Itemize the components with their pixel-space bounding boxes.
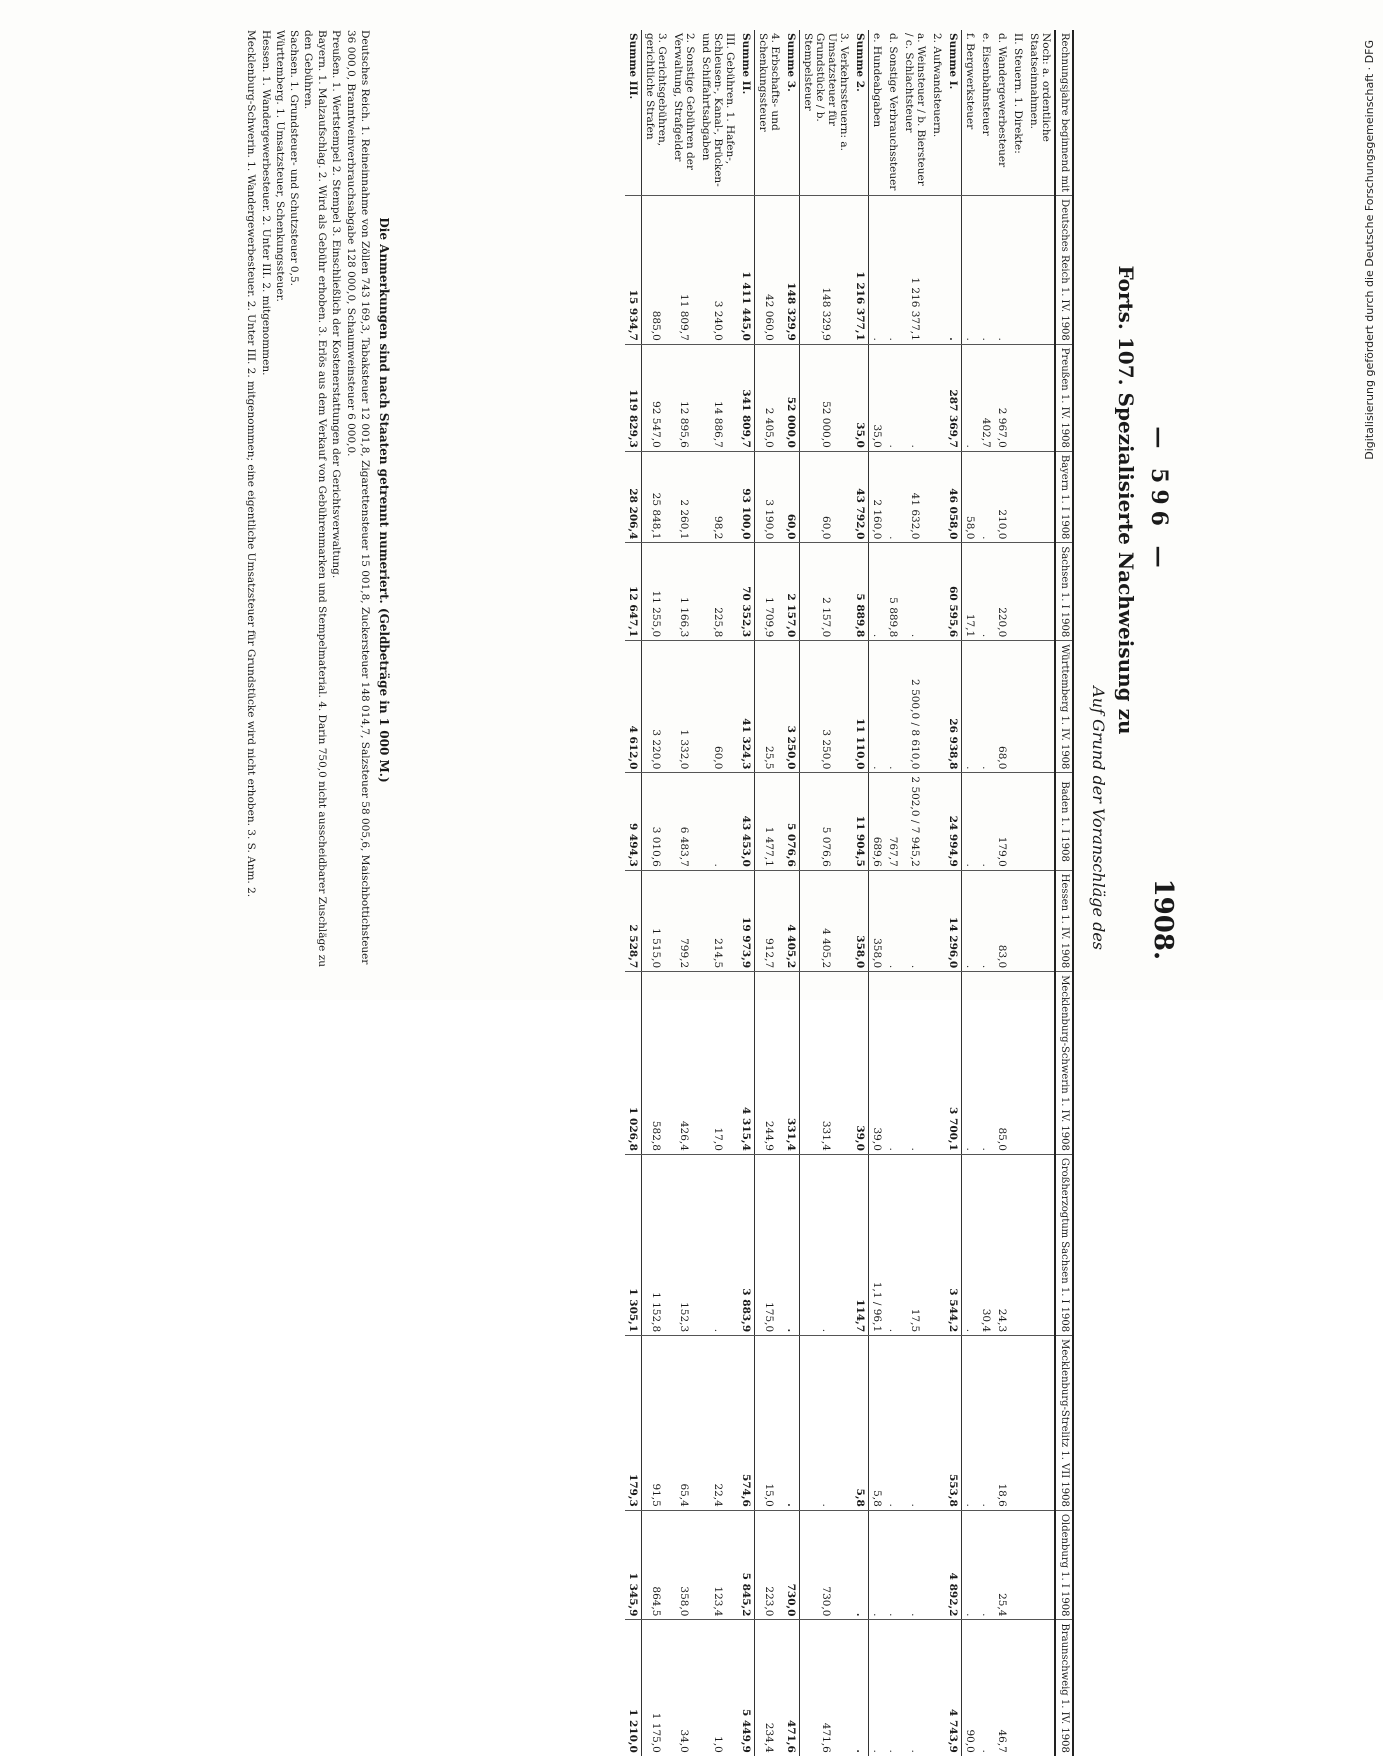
table-cell: . — [869, 1510, 886, 1620]
table-cell: . — [962, 870, 979, 971]
table-cell: 1 216 377,1 — [902, 196, 930, 345]
table-cell: 60 595,6 — [946, 543, 963, 641]
table-cell: 30,4 — [979, 1154, 995, 1335]
row-label: d. Sonstige Verbrauchssteuer — [887, 33, 900, 191]
page-title: Forts. 107. Spezialisierte Nachweisung zu — [1114, 265, 1138, 735]
table-cell — [1011, 1620, 1027, 1756]
table-cell: 123,4 — [699, 1510, 739, 1620]
table-cell: 3 700,1 — [946, 972, 963, 1155]
page-subtitle: Auf Grund der Voranschläge des — [1089, 686, 1108, 950]
table-cell: . — [853, 1510, 870, 1620]
table-cell: 22,4 — [699, 1336, 739, 1511]
table-cell: . — [800, 1154, 853, 1335]
table-cell: 3 544,2 — [946, 1154, 963, 1335]
table-cell: . — [699, 773, 739, 870]
table-cell: 17,5 — [902, 1154, 930, 1335]
table-cell: 2 157,0 — [784, 543, 801, 641]
table-cell: . — [979, 1620, 995, 1756]
table-cell: 912,7 — [755, 870, 784, 971]
table-cell — [1027, 196, 1056, 345]
table-cell: 582,8 — [642, 972, 671, 1155]
table-cell: 179,3 — [626, 1336, 643, 1511]
table-cell: . — [886, 344, 902, 451]
row-label: Summe 2. — [853, 30, 870, 196]
table-row — [946, 30, 963, 1756]
table-cell — [930, 1336, 946, 1511]
table-cell: 574,6 — [739, 1336, 756, 1511]
row-label: e. Hundeabgaben — [871, 33, 884, 128]
table-cell: 28 206,4 — [626, 451, 643, 543]
table-cell — [1027, 543, 1056, 641]
column-header: Mecklenburg-Schwerin 1. IV. 1908 — [1056, 972, 1074, 1155]
table-cell: . — [962, 1154, 979, 1335]
table-cell: . — [902, 1510, 930, 1620]
column-header: Mecklenburg-Strelitz 1. VII 1908 — [1056, 1336, 1074, 1511]
footnotes — [244, 30, 392, 970]
table-cell — [930, 1154, 946, 1335]
row-label: II. Steuern. 1. Direkte: — [1012, 33, 1025, 154]
table-cell: . — [869, 543, 886, 641]
table-cell: . — [962, 773, 979, 870]
table-cell: . — [979, 972, 995, 1155]
table-cell: 24 994,9 — [946, 773, 963, 870]
table-cell: . — [902, 543, 930, 641]
table-cell: 1 709,9 — [755, 543, 784, 641]
table-cell: 46,7 — [995, 1620, 1011, 1756]
table-cell: . — [962, 196, 979, 345]
table-cell: 5 076,6 — [784, 773, 801, 870]
credit-text: Digitalisierung gefördert durch die Deutsche Forschungsgemeinschaft · DFG — [1363, 40, 1376, 460]
table-cell: 341 809,7 — [739, 344, 756, 451]
footnote-line: Hessen. 1. Wandergewerbesteuer. 2. Unter III. 2. mitgenommen. — [259, 30, 272, 376]
table-cell: 885,0 — [642, 196, 671, 345]
page-number: — 596 — — [1146, 426, 1172, 574]
table-cell: 331,4 — [784, 972, 801, 1155]
table-cell: . — [886, 641, 902, 773]
table-row — [1027, 30, 1056, 1756]
row-label: 2. Aufwandsteuern. — [931, 33, 944, 138]
table-cell: 11 809,7 — [671, 196, 699, 345]
row-label: Summe III. — [626, 30, 643, 196]
table-cell: 1 152,8 — [642, 1154, 671, 1335]
table-cell: 175,0 — [755, 1154, 784, 1335]
row-label: Noch: a. ordentliche Staatseinnahmen. — [1028, 33, 1053, 142]
table-cell — [1011, 870, 1027, 971]
table-cell: 234,4 — [755, 1620, 784, 1756]
table-row — [853, 30, 870, 1756]
table-cell: 553,8 — [946, 1336, 963, 1511]
table-cell: 426,4 — [671, 972, 699, 1155]
table-cell: 331,4 — [800, 972, 853, 1155]
table-cell: 402,7 — [979, 344, 995, 451]
table-cell — [1027, 1620, 1056, 1756]
table-cell: 41 324,3 — [739, 641, 756, 773]
column-header: Sachsen 1. I 1908 — [1056, 543, 1074, 641]
table-cell: . — [979, 641, 995, 773]
row-label: Summe II. — [739, 30, 756, 196]
table-cell: 1 477,1 — [755, 773, 784, 870]
table-row — [995, 30, 1011, 1756]
column-header: Deutsches Reich 1. IV. 1908 — [1056, 196, 1074, 345]
table-cell: . — [869, 641, 886, 773]
table-row — [962, 30, 979, 1756]
rotated-document — [2, 10, 1182, 1753]
table-cell: 2 160,0 — [869, 451, 886, 543]
footnote-line: Bayern. 1. Malzaufschlag. 2. Wird als Gebühr erhoben. 3. Erlös aus dem Verkauf von Gebührenmarken und Stempelmaterial. 4. Darin 750,0 nicht ausscheidbarer Zuschläge zu den Gebühren. — [302, 30, 329, 968]
table-cell: 220,0 — [995, 543, 1011, 641]
table-cell: 3 250,0 — [784, 641, 801, 773]
table-cell: 52 000,0 — [800, 344, 853, 451]
table-cell: 3 240,0 — [699, 196, 739, 345]
table-cell — [1011, 972, 1027, 1155]
table-cell — [930, 1510, 946, 1620]
table-cell: 17,1 — [962, 543, 979, 641]
table-cell: 25 848,1 — [642, 451, 671, 543]
table-cell: . — [800, 1336, 853, 1511]
table-row — [869, 30, 886, 1756]
row-label: f. Bergwerksteuer — [964, 33, 977, 130]
row-label: a. Weinsteuer / b. Biersteuer / c. Schlachtsteuer — [903, 33, 928, 186]
table-cell: 358,0 — [869, 870, 886, 971]
table-cell: . — [979, 870, 995, 971]
table-cell: . — [784, 1154, 801, 1335]
side-credit — [1355, 0, 1383, 1000]
table-cell: 2 500,0 / 8 610,0 — [902, 641, 930, 773]
table-cell — [1027, 972, 1056, 1155]
table-cell: . — [886, 1510, 902, 1620]
table-cell: 93 100,0 — [739, 451, 756, 543]
table-cell — [1011, 1510, 1027, 1620]
table-cell: 58,0 — [962, 451, 979, 543]
table-cell: . — [962, 972, 979, 1155]
row-label: 3. Verkehrssteuern: a. Umsatzsteuer für Grundstücke / b. Stempelsteuer — [802, 33, 851, 152]
table-cell: . — [886, 1154, 902, 1335]
table-cell: 5 889,8 — [853, 543, 870, 641]
table-cell: 52 000,0 — [784, 344, 801, 451]
row-label: 3. Gerichtsgebühren, gerichtliche Strafen — [644, 33, 669, 147]
table-cell: 1,1 / 96,1 — [869, 1154, 886, 1335]
table-cell: 5 076,6 — [800, 773, 853, 870]
table-cell: . — [886, 1336, 902, 1511]
table-cell: 864,5 — [642, 1510, 671, 1620]
table-cell: 43 792,0 — [853, 451, 870, 543]
table-cell: 114,7 — [853, 1154, 870, 1335]
table-row — [1011, 30, 1027, 1756]
table-row — [626, 30, 643, 1756]
table-cell — [930, 451, 946, 543]
table-cell: 210,0 — [995, 451, 1011, 543]
table-cell: . — [699, 1154, 739, 1335]
table-cell: 358,0 — [853, 870, 870, 971]
column-header: Oldenburg 1. I 1908 — [1056, 1510, 1074, 1620]
table-cell: 19 973,9 — [739, 870, 756, 971]
table-cell: . — [869, 1620, 886, 1756]
column-header: Hessen 1. IV. 1908 — [1056, 870, 1074, 971]
table-row — [739, 30, 756, 1756]
table-row — [642, 30, 671, 1756]
statistics-table — [626, 30, 1075, 1756]
table-cell: 15,0 — [755, 1336, 784, 1511]
table-cell: 3 220,0 — [642, 641, 671, 773]
table-cell: 3 250,0 — [800, 641, 853, 773]
table-cell — [1027, 451, 1056, 543]
table-cell — [1011, 344, 1027, 451]
table-cell: 1 166,3 — [671, 543, 699, 641]
column-header: Rechnungsjahre beginnend mit — [1056, 30, 1074, 196]
table-cell: . — [902, 1620, 930, 1756]
table-cell: 5 889,8 — [886, 543, 902, 641]
table-cell: 39,0 — [853, 972, 870, 1155]
table-cell: 1 305,1 — [626, 1154, 643, 1335]
table-cell: 42 060,0 — [755, 196, 784, 345]
table-cell: 225,8 — [699, 543, 739, 641]
table-cell: . — [962, 344, 979, 451]
table-cell: . — [886, 1620, 902, 1756]
table-cell — [1027, 1154, 1056, 1335]
table-cell: 83,0 — [995, 870, 1011, 971]
table-cell: 60,0 — [699, 641, 739, 773]
row-label: Summe I. — [946, 30, 963, 196]
table-cell: 46 058,0 — [946, 451, 963, 543]
table-cell: 2 157,0 — [800, 543, 853, 641]
table-cell — [1027, 870, 1056, 971]
table-cell: 11 904,5 — [853, 773, 870, 870]
table-cell: 119 829,3 — [626, 344, 643, 451]
table-row — [930, 30, 946, 1756]
table-row — [800, 30, 853, 1756]
table-cell — [930, 972, 946, 1155]
column-header: Württemberg 1. IV. 1908 — [1056, 641, 1074, 773]
table-cell: 3 883,9 — [739, 1154, 756, 1335]
table-cell: 1 026,8 — [626, 972, 643, 1155]
table-cell: 3 190,0 — [755, 451, 784, 543]
table-cell: 730,0 — [800, 1510, 853, 1620]
table-cell: . — [853, 1620, 870, 1756]
table-cell: 11 110,0 — [853, 641, 870, 773]
table-cell: 471,6 — [800, 1620, 853, 1756]
row-label: 4. Erbschafts- und Schenkungssteuer — [757, 33, 782, 132]
table-cell — [1011, 1336, 1027, 1511]
row-label: e. Eisenbahnsteuer — [980, 33, 993, 136]
table-row — [886, 30, 902, 1756]
table-cell: 98,2 — [699, 451, 739, 543]
table-cell: . — [886, 972, 902, 1155]
table-cell — [1027, 641, 1056, 773]
table-cell: 689,6 — [869, 773, 886, 870]
table-cell: 5,8 — [869, 1336, 886, 1511]
table-cell — [1027, 773, 1056, 870]
table-cell: 11 255,0 — [642, 543, 671, 641]
table-cell: . — [946, 196, 963, 345]
table-cell: 2 967,0 — [995, 344, 1011, 451]
table-cell: 214,5 — [699, 870, 739, 971]
table-row — [699, 30, 739, 1756]
table-cell: 68,0 — [995, 641, 1011, 773]
table-cell — [930, 641, 946, 773]
table-cell: . — [902, 1336, 930, 1511]
table-cell: . — [902, 972, 930, 1155]
table-row — [671, 30, 699, 1756]
table-cell: . — [979, 543, 995, 641]
table-cell: 4 405,2 — [800, 870, 853, 971]
column-header: Braunschweig 1. IV. 1908 — [1056, 1620, 1074, 1756]
table-cell: 4 743,9 — [946, 1620, 963, 1756]
table-cell — [1011, 1154, 1027, 1335]
table-cell: . — [962, 1510, 979, 1620]
footnote-line: Preußen. 1. Wertstempel 2. Stempel 3. Einschließlich der Kostenerstattungen der Gerichtsverwaltung. — [330, 30, 343, 579]
table-cell — [1011, 451, 1027, 543]
table-cell: . — [902, 870, 930, 971]
table-cell: 6 483,7 — [671, 773, 699, 870]
table-cell: 90,0 — [962, 1620, 979, 1756]
table-cell: 1 345,9 — [626, 1510, 643, 1620]
footnote-line: Sachsen. 1. Grundsteuer- und Schutzsteuer 0,5. — [287, 30, 300, 286]
table-cell: 1 216 377,1 — [853, 196, 870, 345]
table-cell: 471,6 — [784, 1620, 801, 1756]
table-cell: 18,6 — [995, 1336, 1011, 1511]
table-cell: 26 938,8 — [946, 641, 963, 773]
footnote-line: Deutsches Reich. 1. Reineinnahme von Zöllen 743 169,3, Tabaksteuer 12 001,8, Zigarettensteuer 15 001,8, Zuckersteuer 148 014,7, Salzsteuer 58 005,6, Maischbottichsteuer 36 000,0, Branntweinverbrauchsabgabe 128 000,0, Schaumweinsteuer 6 000,0. — [344, 30, 371, 965]
table-cell: 15 934,7 — [626, 196, 643, 345]
table-cell: 152,3 — [671, 1154, 699, 1335]
table-cell: 17,0 — [699, 972, 739, 1155]
table-cell: 85,0 — [995, 972, 1011, 1155]
table-cell: 5 845,2 — [739, 1510, 756, 1620]
table-cell: . — [979, 196, 995, 345]
table-cell: 767,7 — [886, 773, 902, 870]
table-cell: 1 515,0 — [642, 870, 671, 971]
table-cell: 24,3 — [995, 1154, 1011, 1335]
table-cell — [1011, 773, 1027, 870]
table-cell: . — [784, 1336, 801, 1511]
table-cell: 1 332,0 — [671, 641, 699, 773]
table-cell: . — [962, 641, 979, 773]
table-cell: 2 260,1 — [671, 451, 699, 543]
table-cell: 41 632,0 — [902, 451, 930, 543]
table-cell: . — [979, 451, 995, 543]
table-cell: . — [886, 451, 902, 543]
column-header: Baden 1. I 1908 — [1056, 773, 1074, 870]
footnote-line: Mecklenburg-Schwerin. 1. Wandergewerbesteuer. 2. Unter III. 2. mitgenommen; eine eigentliche Umsatzsteuer für Grundstücke wird nicht erhoben. 3. S. Anm. 2. — [245, 30, 258, 898]
table-cell: 12 647,1 — [626, 543, 643, 641]
table-cell: 91,5 — [642, 1336, 671, 1511]
table-cell: 60,0 — [784, 451, 801, 543]
table-cell: 34,0 — [671, 1620, 699, 1756]
table-cell: 9 494,3 — [626, 773, 643, 870]
table-cell — [1027, 344, 1056, 451]
table-cell: . — [869, 196, 886, 345]
table-cell: . — [962, 1336, 979, 1511]
table-cell: . — [886, 870, 902, 971]
table-cell — [930, 543, 946, 641]
row-label: III. Gebühren. 1. Hafen-, Schleusen-, Kanal-, Brücken- und Schiffahrtsabgaben — [700, 33, 737, 187]
table-cell: . — [979, 773, 995, 870]
table-cell: . — [995, 196, 1011, 345]
table-row — [979, 30, 995, 1756]
table-cell: 70 352,3 — [739, 543, 756, 641]
table-cell: . — [979, 1510, 995, 1620]
table-cell: 287 369,7 — [946, 344, 963, 451]
table-cell: 35,0 — [853, 344, 870, 451]
table-cell: 60,0 — [800, 451, 853, 543]
table-cell: 179,0 — [995, 773, 1011, 870]
table-cell: 1,0 — [699, 1620, 739, 1756]
table-cell: 25,5 — [755, 641, 784, 773]
table-row — [755, 30, 784, 1756]
table-cell: 35,0 — [869, 344, 886, 451]
table-cell: 799,2 — [671, 870, 699, 971]
table-cell: 25,4 — [995, 1510, 1011, 1620]
year: 1908. — [1148, 878, 1178, 960]
table-cell: 4 315,4 — [739, 972, 756, 1155]
column-header: Großherzogtum Sachsen 1. I 1908 — [1056, 1154, 1074, 1335]
table-cell — [930, 1620, 946, 1756]
table-cell: 148 329,9 — [800, 196, 853, 345]
table-cell: 65,4 — [671, 1336, 699, 1511]
footnotes-heading: Die Anmerkungen sind nach Staaten getrennt numeriert. (Geldbeträge in 1 000 M.) — [377, 217, 391, 783]
table-cell — [1011, 543, 1027, 641]
table-cell: 2 405,0 — [755, 344, 784, 451]
table-cell: 1 175,0 — [642, 1620, 671, 1756]
table-cell: 223,0 — [755, 1510, 784, 1620]
table-cell — [1027, 1336, 1056, 1511]
table-cell: 92 547,0 — [642, 344, 671, 451]
table-cell — [1027, 1510, 1056, 1620]
table-cell: 3 010,6 — [642, 773, 671, 870]
table-cell — [1011, 196, 1027, 345]
table-cell: 14 296,0 — [946, 870, 963, 971]
table-cell: . — [979, 1336, 995, 1511]
table-cell: 4 612,0 — [626, 641, 643, 773]
table-cell: 4 405,2 — [784, 870, 801, 971]
table-cell: 4 892,2 — [946, 1510, 963, 1620]
table-cell: 5,8 — [853, 1336, 870, 1511]
table-cell: 358,0 — [671, 1510, 699, 1620]
row-label: Summe 3. — [784, 30, 801, 196]
table-cell: 148 329,9 — [784, 196, 801, 345]
table-cell: 730,0 — [784, 1510, 801, 1620]
column-header: Preußen 1. IV. 1908 — [1056, 344, 1074, 451]
table-cell: 2 502,0 / 7 945,2 — [902, 773, 930, 870]
table-cell — [1011, 641, 1027, 773]
table-cell — [930, 773, 946, 870]
table-cell: 2 528,7 — [626, 870, 643, 971]
table-cell: 14 886,7 — [699, 344, 739, 451]
table-row — [902, 30, 930, 1756]
row-label: 2. Sonstige Gebühren der Verwaltung, Strafgelder — [672, 33, 697, 171]
row-label: d. Wandergewerbesteuer — [996, 33, 1009, 168]
table-cell — [930, 870, 946, 971]
table-cell: 12 895,6 — [671, 344, 699, 451]
table-cell: . — [886, 196, 902, 345]
table-cell: 1 210,0 — [626, 1620, 643, 1756]
table-cell: 43 453,0 — [739, 773, 756, 870]
table-cell — [930, 196, 946, 345]
table-cell: 1 411 445,0 — [739, 196, 756, 345]
column-header: Bayern 1. I 1908 — [1056, 451, 1074, 543]
table-cell — [930, 344, 946, 451]
table-cell: . — [902, 344, 930, 451]
table-cell: 244,9 — [755, 972, 784, 1155]
table-row — [784, 30, 801, 1756]
footnote-line: Württemberg. 1. Umsatzsteuer, Schenkungssteuer. — [273, 30, 286, 302]
table-cell: 5 449,9 — [739, 1620, 756, 1756]
table-cell: 39,0 — [869, 972, 886, 1155]
